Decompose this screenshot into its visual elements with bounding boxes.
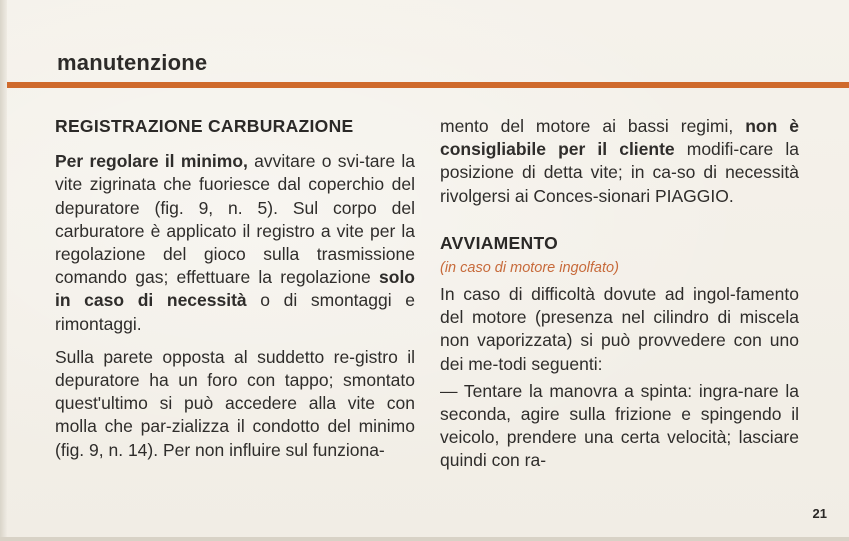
paragraph-text: o di smontaggi e rimontaggi. — [55, 290, 415, 334]
spacer — [440, 218, 799, 232]
page-binding-edge — [0, 0, 7, 541]
paragraph-regimi — [440, 115, 799, 208]
paragraph-text: mento del motore ai bassi regimi, — [440, 116, 746, 136]
paragraph-ingolfamento: In caso di difficoltà dovute ad ingol-famento del motore (presenza nel cilindro di miscela non vaporizzata) si può provvedere con uno dei me-todi seguenti: — [440, 284, 799, 374]
paragraph-text: modifi-care la posizione di detta vite; in ca-so di necessità rivolgersi ai Conces-sionari PIAGGIO. — [440, 139, 799, 206]
page-number: 21 — [812, 506, 827, 521]
paragraph-lead-bold: Per regolare il minimo, — [55, 151, 248, 172]
paragraph-emphasis-bold: solo in caso di necessità — [55, 267, 415, 311]
heading-carburazione: REGISTRAZIONE CARBURAZIONE — [55, 116, 354, 136]
left-column — [55, 115, 415, 472]
paragraph-text: avvitare o svi-tare la vite zigrinata che fuoriesce dal coperchio del depuratore (fig. 9, n. 5). Sul corpo del carburatore è applicato il registro a vite per la regolazione del gioco sulla trasmissione comando gas; effettuare la regolazione — [55, 151, 415, 288]
right-column — [440, 115, 799, 483]
header-rule — [7, 82, 849, 88]
paragraph-depuratore: Sulla parete opposta al suddetto re-gistro il depuratore ha un foro con tappo; smontato quest'ultimo si può accedere alla vite con molla che par-zializza il condotto del minimo (fig. 9, n. 14). Per non influire sul funziona- — [55, 346, 415, 460]
subheading-ingolfato: (in caso di motore ingolfato) — [440, 260, 619, 277]
paragraph-minimo — [55, 150, 415, 336]
paragraph-emphasis-bold: non è consigliabile per il cliente — [440, 116, 799, 160]
heading-avviamento: AVVIAMENTO — [440, 232, 559, 253]
paragraph-manovra-spinta: — Tentare la manovra a spinta: ingra-nare la seconda, agire sulla frizione e spingendo il veicolo, prendere una certa velocità; lasciare quindi con ra- — [440, 380, 799, 471]
page-bottom-edge — [0, 537, 849, 541]
section-title: manutenzione — [57, 50, 208, 75]
